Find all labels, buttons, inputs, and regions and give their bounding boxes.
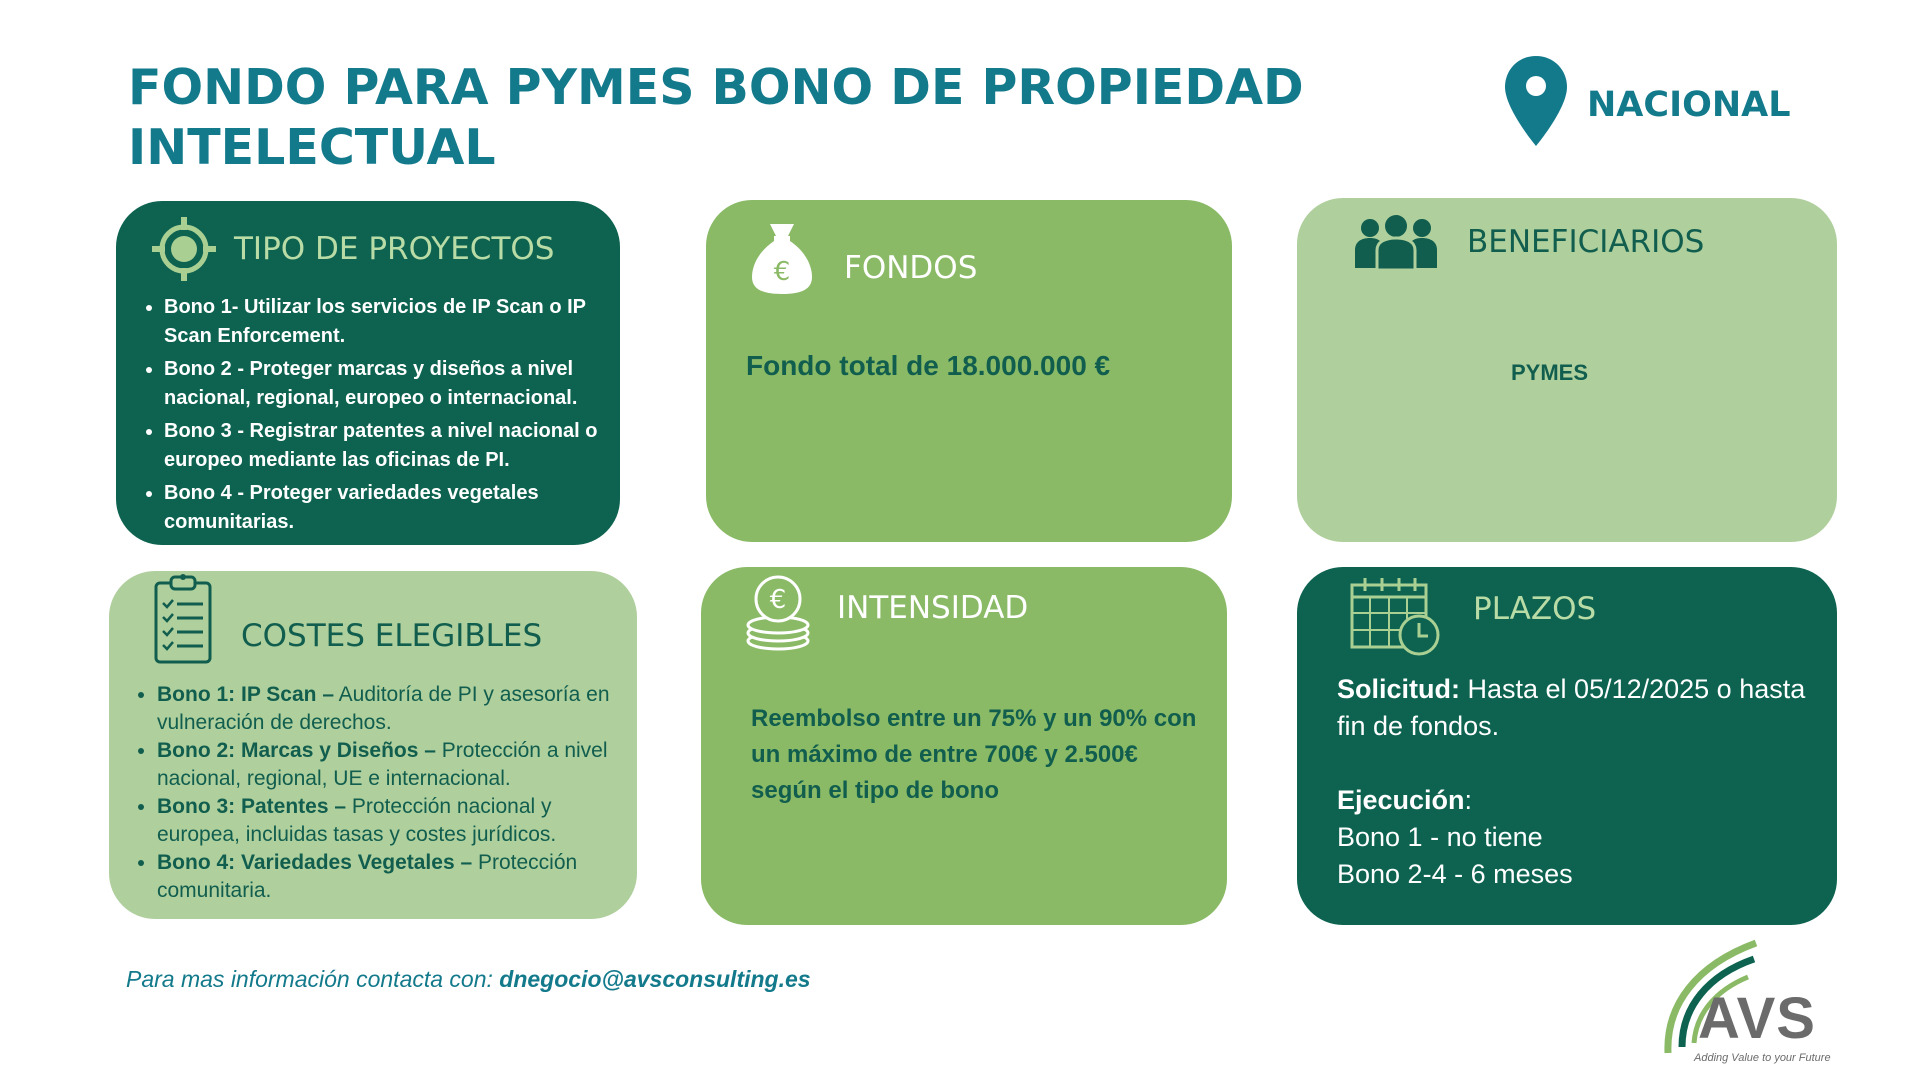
deadline-info: [1337, 671, 1807, 893]
list-item: • Bono 1- Utilizar los servicios de IP Scan o IP Scan Enforcement.: [164, 293, 620, 351]
title-line-1: FONDO PARA PYMES BONO DE PROPIEDAD: [128, 59, 1304, 116]
card-header: [1349, 575, 1596, 657]
card-fondos: [706, 200, 1232, 542]
card-title: FONDOS: [844, 250, 978, 286]
card-header: [150, 215, 554, 283]
contact-email-link[interactable]: dnegocio@avsconsulting.es: [499, 966, 811, 992]
euro-coins-icon: [745, 575, 811, 651]
card-title: COSTES ELEGIBLES: [241, 618, 543, 654]
logo-tagline: Adding Value to your Future: [1694, 1052, 1831, 1064]
ejecucion-line-1: Bono 1 - no tiene: [1337, 822, 1543, 852]
card-intensidad: [701, 567, 1227, 925]
list-item: • Bono 2: Marcas y Diseños – Protección a nivel nacional, regional, UE e internacional.: [157, 737, 637, 793]
fund-total: Fondo total de 18.000.000 €: [746, 350, 1111, 381]
solicitud-line: Solicitud: Hasta el 05/12/2025 o hasta fin de fondos.: [1337, 674, 1806, 741]
svg-text:€: €: [769, 585, 787, 615]
title-line-2: INTELECTUAL: [128, 119, 496, 176]
list-item: • Bono 3 - Registrar patentes a nivel nacional o europeo mediante las oficinas de PI.: [164, 417, 620, 475]
card-title: INTENSIDAD: [837, 590, 1029, 626]
card-header: [1353, 214, 1704, 270]
group-people-icon: [1353, 214, 1439, 270]
card-title: BENEFICIARIOS: [1467, 224, 1705, 260]
scope-indicator: [1503, 54, 1791, 148]
page-title: [128, 58, 1328, 178]
avs-logo: [1656, 935, 1846, 1067]
list-item: • Bono 2 - Proteger marcas y diseños a nivel nacional, regional, europeo o internacional.: [164, 355, 620, 413]
contact-footer: [126, 966, 811, 993]
footer-prefix: Para mas información contacta con:: [126, 966, 500, 992]
card-title: TIPO DE PROYECTOS: [234, 231, 555, 267]
card-header: [750, 222, 977, 296]
money-bag-euro-icon: [750, 222, 814, 296]
cost-list: [133, 681, 637, 905]
ejecucion-label: Ejecución:: [1337, 785, 1473, 815]
card-beneficiarios: [1297, 198, 1837, 542]
card-tipo-proyectos: [116, 201, 620, 545]
clipboard-checklist-icon: [153, 573, 213, 665]
card-header: [153, 573, 542, 665]
beneficiary-value: PYMES: [1511, 360, 1589, 385]
card-plazos: [1297, 567, 1837, 925]
svg-text:€: €: [773, 257, 791, 287]
list-item: • Bono 3: Patentes – Protección nacional y europea, incluidas tasas y costes jurídicos.: [157, 793, 637, 849]
list-item: • Bono 1: IP Scan – Auditoría de PI y asesoría en vulneración de derechos.: [157, 681, 637, 737]
card-title: PLAZOS: [1473, 591, 1597, 627]
ejecucion-line-2: Bono 2-4 - 6 meses: [1337, 859, 1573, 889]
logo-wordmark: AVS: [1698, 986, 1816, 1051]
scope-label: NACIONAL: [1587, 85, 1791, 125]
target-icon: [150, 215, 218, 283]
card-header: [745, 575, 1028, 651]
intensity-text: Reembolso entre un 75% y un 90% con un máximo de entre 700€ y 2.500€ según el tipo de bono: [751, 705, 1197, 804]
project-list: [140, 293, 620, 541]
list-item: • Bono 4 - Proteger variedades vegetales comunitarias.: [164, 479, 620, 537]
calendar-clock-icon: [1349, 575, 1443, 657]
card-costes-elegibles: [109, 571, 637, 919]
list-item: • Bono 4: Variedades Vegetales – Protección comunitaria.: [157, 849, 637, 905]
location-pin-icon: [1503, 54, 1569, 148]
